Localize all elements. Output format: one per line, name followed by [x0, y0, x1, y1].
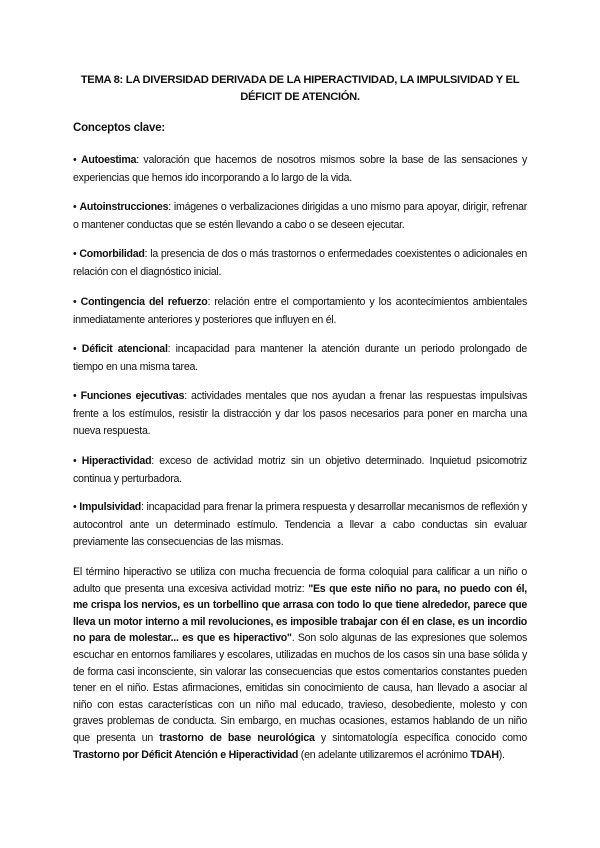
- concept-definition: : incapacidad para frenar la primera respuesta y desarrollar mecanismos de reflexión y autocontrol ante un determinado estímulo. Tendencia a llevar a cabo conductas sin evaluar previamente las consecuencias de las mismas.: [73, 501, 528, 549]
- concept-item: • Autoinstrucciones: imágenes o verbalizaciones dirigidas a uno mismo para apoyar, dirigir, refrenar o mantener conductas que se estén llevando a cabo o se deseen ejecutar.: [73, 201, 528, 231]
- paragraph-emphasis: Trastorno por Déficit Atención e Hiperactividad: [73, 748, 299, 761]
- concept-term: Autoinstrucciones: [79, 201, 169, 213]
- concept-definition: : la presencia de dos o más trastornos o enfermedades coexistentes o adicionales en relación con el diagnóstico inicial.: [73, 248, 527, 278]
- concept-definition: : actividades mentales que nos ayudan a frenar las respuestas impulsivas frente a los estímulos, resistir la distracción y dar los pasos necesarios para poner en marcha una nueva respuesta.: [73, 390, 527, 438]
- body-paragraph: [73, 564, 527, 763]
- concept-term: Autoestima: [81, 154, 137, 166]
- concept-term: Hiperactividad: [81, 455, 152, 467]
- paragraph-quote: "Es que este niño no para, no puedo con él, me crispa los nervios, es un torbellino que arrasa con todo lo que tiene alrededor, parece que lleva un motor interno a mil revoluciones, es imposible trabajar con él en clase, es un incordio no para de molestar... es que es hiperactivo": [73, 582, 527, 645]
- concept-term: Funciones ejecutivas: [80, 390, 185, 402]
- concept-item: • Déficit atencional: incapacidad para mantener la atención durante un periodo prolongado de tiempo en una misma tarea.: [73, 343, 528, 373]
- concept-definition: : incapacidad para mantener la atención durante un periodo prolongado de tiempo en una misma tarea.: [73, 343, 528, 373]
- document-title: TEMA 8: LA DIVERSIDAD DERIVADA DE LA HIPERACTIVIDAD, LA IMPULSIVIDAD Y EL DÉFICIT DE ATENCIÓN.: [80, 74, 520, 103]
- concept-item: • Funciones ejecutivas: actividades mentales que nos ayudan a frenar las respuestas impulsivas frente a los estímulos, resistir la distracción y dar los pasos necesarios para poner en marcha una nueva respuesta.: [73, 390, 527, 438]
- paragraph-text: y sintomatología específica conocido como: [314, 731, 527, 744]
- section-heading: Conceptos clave:: [73, 122, 166, 134]
- concept-term: Contingencia del refuerzo: [80, 296, 208, 308]
- concept-item: • Autoestima: valoración que hacemos de nosotros mismos sobre la base de las sensaciones y experiencias que hemos ido incorporando a lo largo de la vida.: [73, 154, 527, 184]
- paragraph-text: . Son solo algunas de las expresiones que solemos escuchar en entornos familiares y escolares, utilizadas en muchos de los casos sin una base sólida y de forma casi inconsciente, sin valorar las consecuencias que estos comentarios constantes pueden tener en el niño. Estas afirmaciones, emitidas sin conocimiento de causa, han llevado a asociar al niño con estas características con un niño mal educado, travieso, desobediente, molesto y con graves problemas de conducta. Sin embargo, en muchas ocasiones, estamos hablando de un niño que presenta un: [73, 632, 528, 744]
- concept-term: Déficit atencional: [81, 343, 168, 355]
- concept-item: • Contingencia del refuerzo: relación entre el comportamiento y los acontecimientos ambientales inmediatamente anteriores y posteriores que influyen en él.: [73, 296, 527, 326]
- concept-term: Impulsividad: [79, 501, 142, 513]
- concept-item: • Comorbilidad: la presencia de dos o más trastornos o enfermedades coexistentes o adicionales en relación con el diagnóstico inicial.: [73, 248, 527, 278]
- concept-item: • Impulsividad: incapacidad para frenar la primera respuesta y desarrollar mecanismos de reflexión y autocontrol ante un determinado estímulo. Tendencia a llevar a cabo conductas sin evaluar previamente las consecuencias de las mismas.: [73, 501, 528, 549]
- paragraph-emphasis: trastorno de base neurológica: [159, 731, 315, 744]
- concept-item: • Hiperactividad: exceso de actividad motriz sin un objetivo determinado. Inquietud psicomotriz continua y perturbadora.: [73, 455, 527, 485]
- paragraph-text: (en adelante utilizaremos el acrónimo: [298, 748, 471, 761]
- paragraph-acronym: TDAH: [470, 748, 499, 761]
- concept-definition: : valoración que hacemos de nosotros mismos sobre la base de las sensaciones y experiencias que hemos ido incorporando a lo largo de la vida.: [73, 154, 527, 184]
- concept-definition: : imágenes o verbalizaciones dirigidas a uno mismo para apoyar, dirigir, refrenar o mantener conductas que se estén llevando a cabo o se deseen ejecutar.: [73, 201, 528, 231]
- paragraph-text: ).: [498, 748, 505, 761]
- concept-term: Comorbilidad: [79, 248, 145, 260]
- concept-definition: : exceso de actividad motriz sin un objetivo determinado. Inquietud psicomotriz continua y perturbadora.: [73, 455, 527, 485]
- concept-definition: : relación entre el comportamiento y los acontecimientos ambientales inmediatamente anteriores y posteriores que influyen en él.: [73, 296, 527, 326]
- paragraph-text: El término hiperactivo se utiliza con mucha frecuencia de forma coloquial para calificar a un niño o adulto que presenta una excesiva actividad motriz:: [73, 566, 527, 595]
